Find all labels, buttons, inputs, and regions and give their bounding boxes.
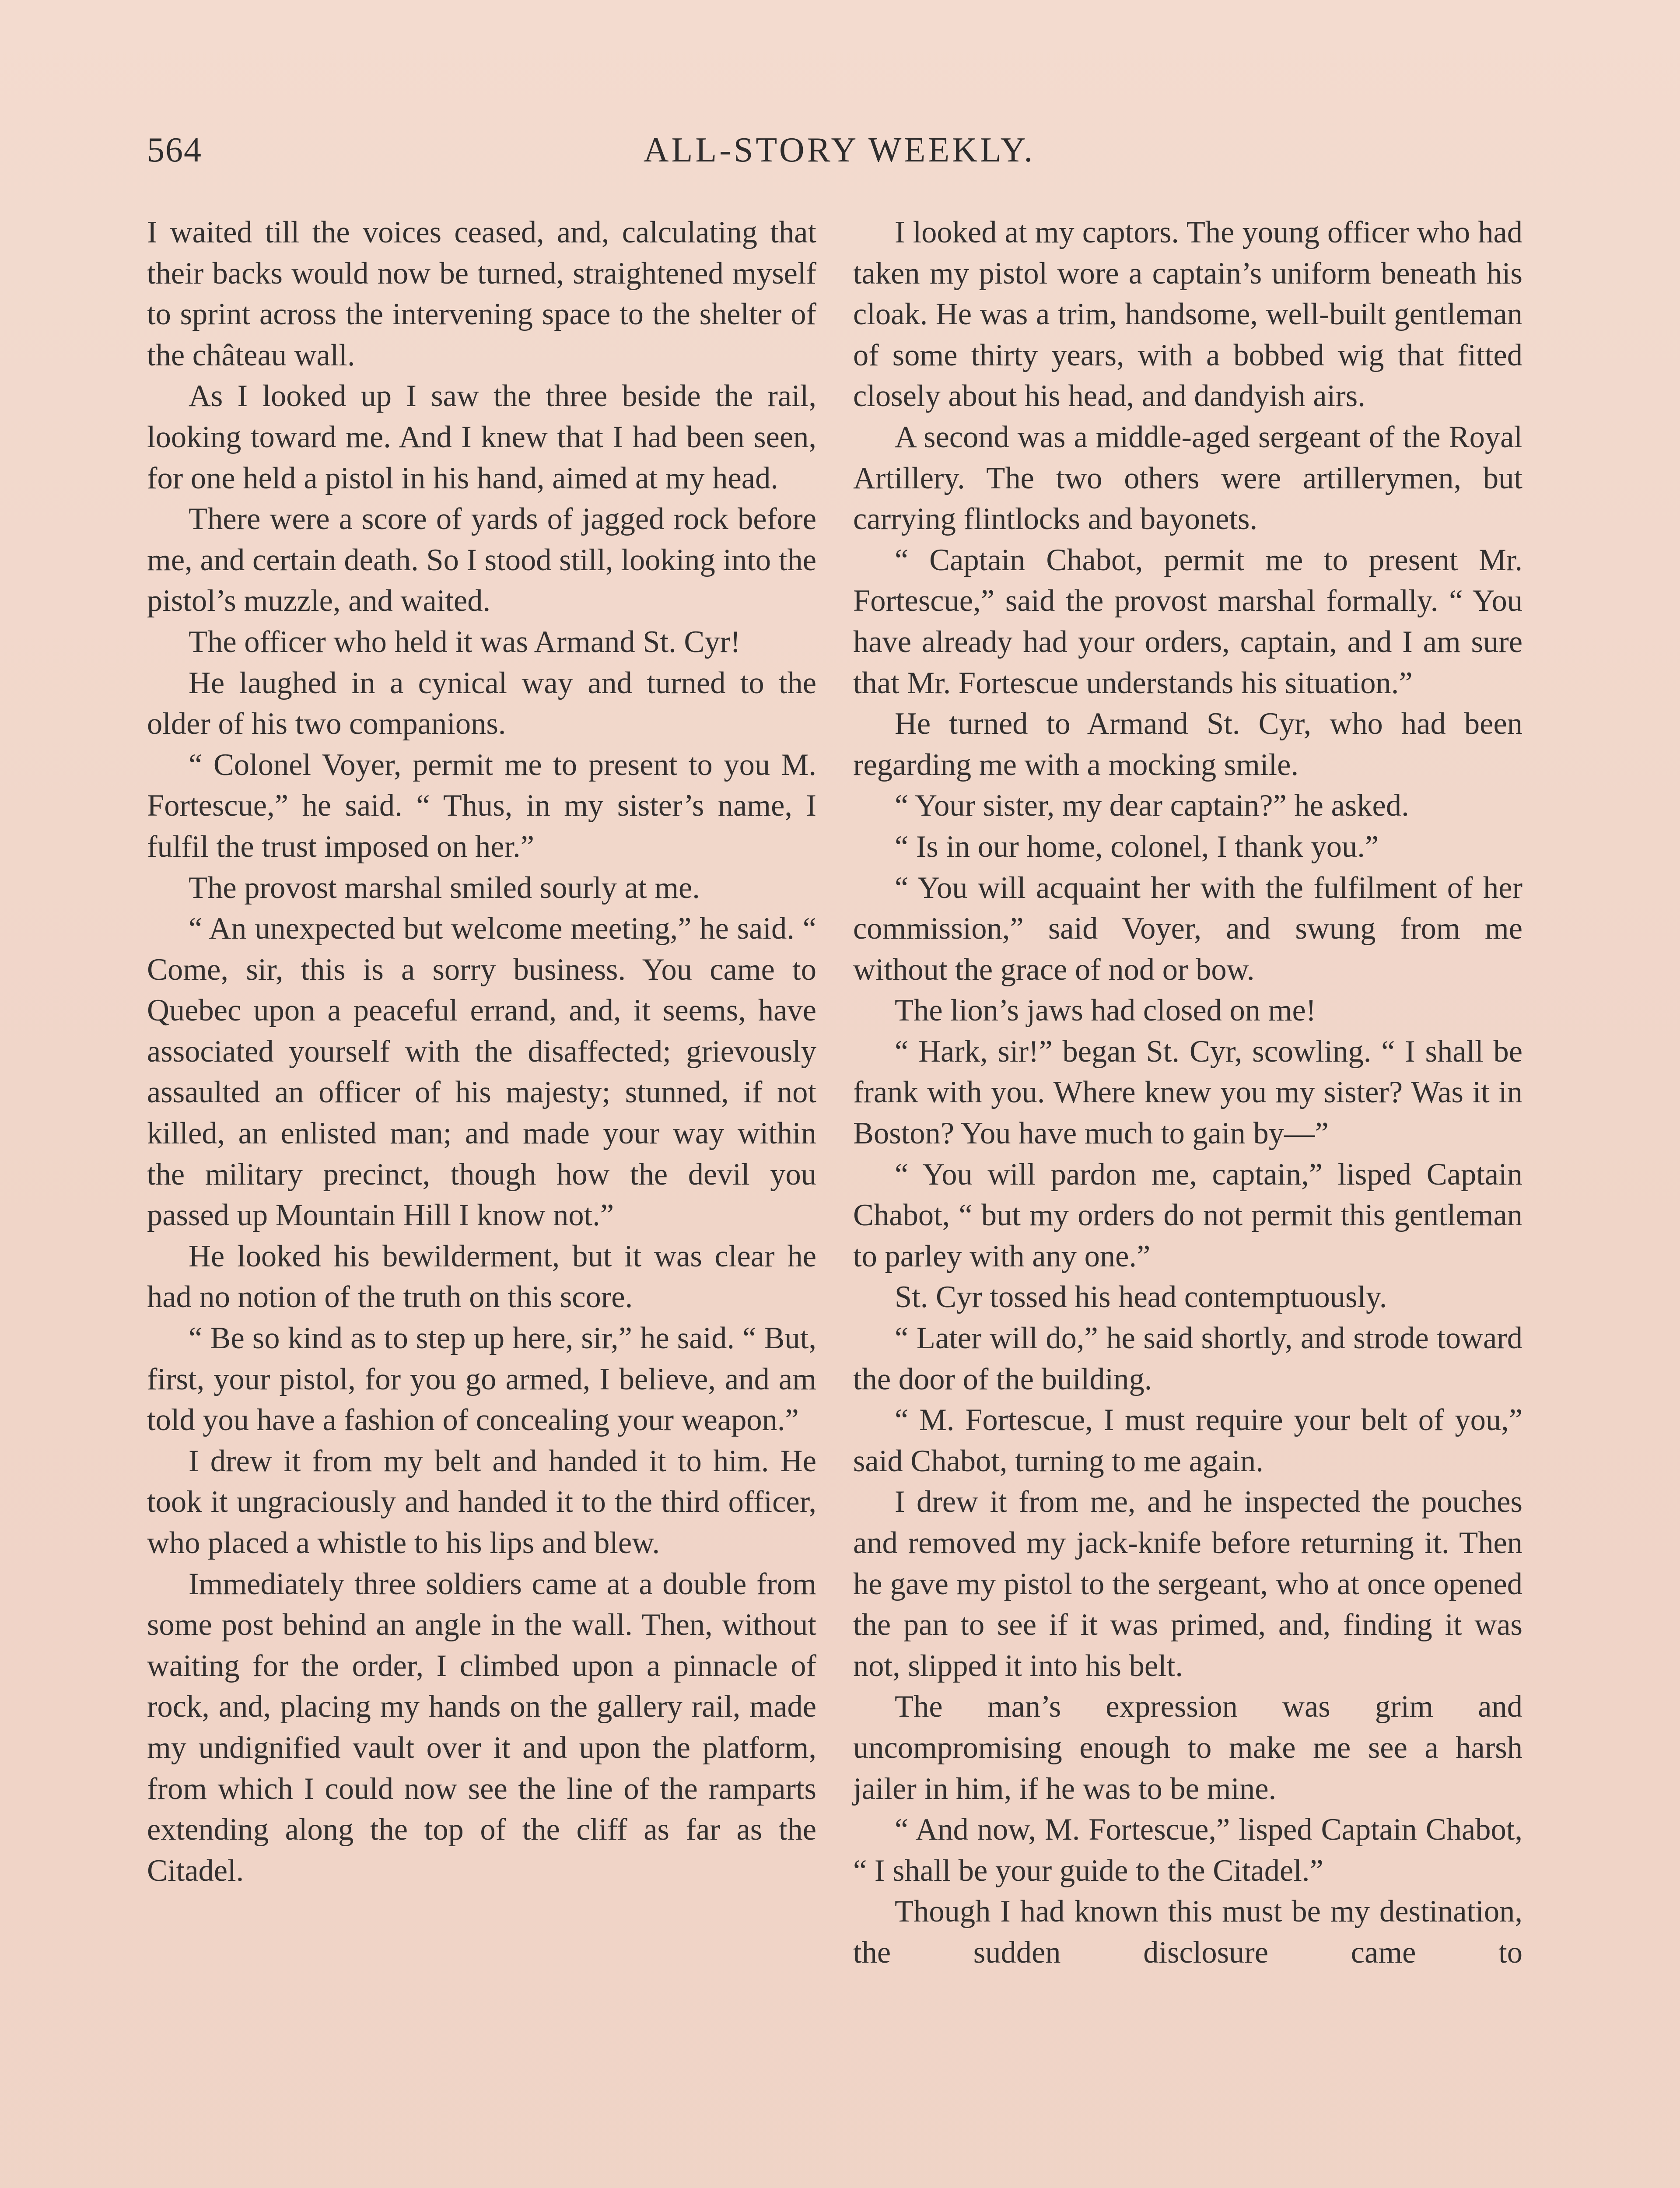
- paragraph: “ Later will do,” he said shortly, and strode toward the door of the building.: [853, 1321, 1522, 1396]
- paragraph: A second was a middle-aged sergeant of the Royal Artillery. The two others were artillerymen, but carrying flintlocks and bayonets.: [853, 420, 1522, 536]
- paragraph: He turned to Armand St. Cyr, who had been regarding me with a mocking smile.: [853, 707, 1522, 782]
- paragraph: St. Cyr tossed his head contemptuously.: [895, 1280, 1387, 1315]
- paragraph: I drew it from my belt and handed it to him. He took it ungraciously and handed it to the third officer, who placed a whistle to his lips and blew.: [147, 1444, 816, 1560]
- paragraph: “ Captain Chabot, permit me to present Mr. Fortescue,” said the provost marshal formally. “ You have already had your orders, captain, and I am sure that Mr. Fortescue understands his situation.”: [853, 543, 1522, 700]
- page-number: 564: [147, 131, 202, 169]
- left-column: [147, 212, 816, 1891]
- page-header: [147, 130, 1532, 179]
- paragraph: “ You will acquaint her with the fulfilment of her commission,” said Voyer, and swung from me without the grace of nod or bow.: [853, 870, 1522, 987]
- paragraph: Though I had known this must be my destination, the sudden disclosure came to: [853, 1894, 1522, 1970]
- paragraph: The man’s expression was grim and uncompromising enough to make me see a harsh jailer in him, if he was to be mine.: [853, 1690, 1522, 1806]
- paragraph: As I looked up I saw the three beside the rail, looking toward me. And I knew that I had been seen, for one held a pistol in his hand, aimed at my head.: [147, 379, 816, 495]
- paragraph: The lion’s jaws had closed on me!: [895, 993, 1316, 1028]
- paragraph: The officer who held it was Armand St. Cyr!: [189, 624, 741, 659]
- paragraph: I looked at my captors. The young officer who had taken my pistol wore a captain’s uniform beneath his cloak. He was a trim, handsome, well-built gentleman of some thirty years, with a bobbed wig that fitted closely about his head, and dandyish airs.: [853, 215, 1522, 414]
- paragraph: I waited till the voices ceased, and, calculating that their backs would now be turned, straightened myself to sprint across the intervening space to the shelter of the château wall.: [147, 215, 816, 372]
- paragraph: He looked his bewilderment, but it was clear he had no notion of the truth on this score.: [147, 1239, 816, 1315]
- paragraph: “ An unexpected but welcome meeting,” he said. “ Come, sir, this is a sorry business. You came to Quebec upon a peaceful errand, and, it seems, have associated yourself with the disaffected; grievously assaulted an officer of his majesty; stunned, if not killed, an enlisted man; and made your way within the military precinct, though how the devil you passed up Mountain Hill I know not.”: [147, 912, 816, 1233]
- paragraph: The provost marshal smiled sourly at me.: [189, 870, 700, 905]
- paragraph: There were a score of yards of jagged rock before me, and certain death. So I stood still, looking into the pistol’s muzzle, and waited.: [147, 502, 816, 618]
- paragraph: “ M. Fortescue, I must require your belt of you,” said Chabot, turning to me again.: [853, 1403, 1522, 1478]
- paragraph: “ And now, M. Fortescue,” lisped Captain Chabot, “ I shall be your guide to the Citadel.”: [853, 1813, 1522, 1888]
- right-column: [853, 212, 1522, 1974]
- paragraph: “ Is in our home, colonel, I thank you.”: [895, 829, 1379, 864]
- running-head: ALL-STORY WEEKLY.: [643, 131, 1036, 169]
- paragraph: “ Hark, sir!” began St. Cyr, scowling. “ I shall be frank with you. Where knew you my sister? Was it in Boston? You have much to gain by—”: [853, 1034, 1522, 1151]
- paragraph: “ You will pardon me, captain,” lisped Captain Chabot, “ but my orders do not permit this gentleman to parley with any one.”: [853, 1157, 1522, 1273]
- paragraph: Immediately three soldiers came at a double from some post behind an angle in the wall. Then, without waiting for the order, I climbed upon a pinnacle of rock, and, placing my hands on the gallery rail, made my undignified vault over it and upon the platform, from which I could now see the line of the ramparts extending along the top of the cliff as far as the Citadel.: [147, 1567, 816, 1888]
- paragraph: I drew it from me, and he inspected the pouches and removed my jack-knife before returning it. Then he gave my pistol to the sergeant, who at once opened the pan to see if it was primed, and, finding it was not, slipped it into his belt.: [853, 1485, 1522, 1683]
- paragraph: “ Be so kind as to step up here, sir,” he said. “ But, first, your pistol, for you go armed, I believe, and am told you have a fashion of concealing your weapon.”: [147, 1321, 816, 1438]
- paragraph: He laughed in a cynical way and turned to the older of his two companions.: [147, 666, 816, 741]
- paragraph: “ Colonel Voyer, permit me to present to you M. Fortescue,” he said. “ Thus, in my sister’s name, I fulfil the trust imposed on her.”: [147, 747, 816, 864]
- paragraph: “ Your sister, my dear captain?” he asked.: [895, 789, 1409, 823]
